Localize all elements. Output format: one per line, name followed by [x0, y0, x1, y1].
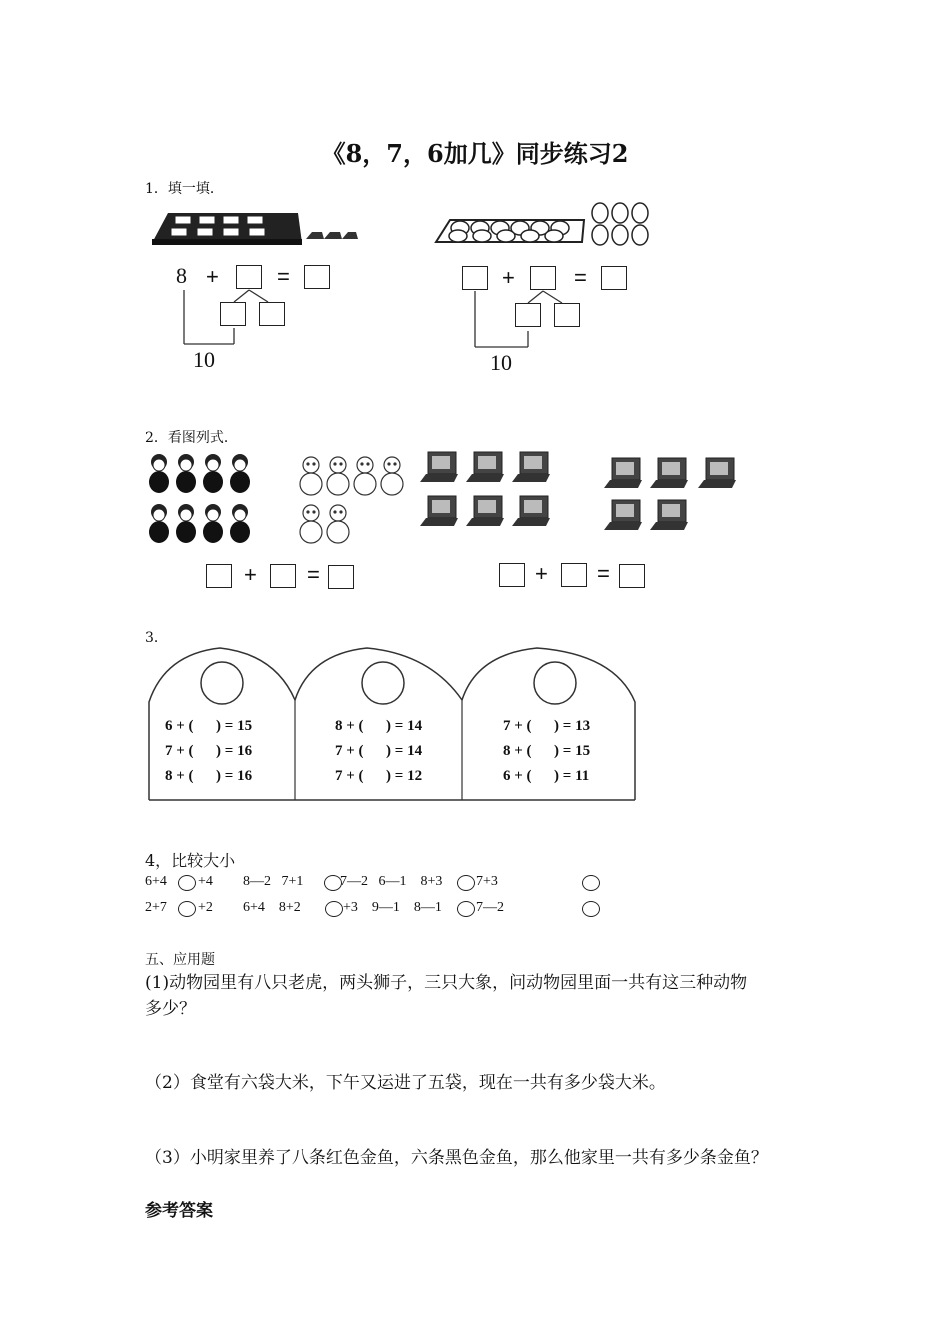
- computers-left-image: [418, 450, 558, 532]
- q1-left-ten: 10: [193, 347, 215, 372]
- house-2-circle: [362, 662, 404, 704]
- q4-row1-c: 8—2 7+1: [243, 874, 304, 889]
- q4-row2-c: 6+4 8+2: [243, 900, 301, 915]
- q5-problem-2: （2）食堂有六袋大米，下午又运进了五袋，现在一共有多少袋大米。: [145, 1073, 666, 1093]
- q4-row2-circle-2[interactable]: [325, 901, 343, 917]
- q1-right-equals: =: [574, 265, 587, 290]
- q2-right-plus: +: [535, 561, 548, 586]
- q2-left-box-2[interactable]: [270, 564, 296, 588]
- egg-tray-image: [434, 202, 664, 250]
- q1-right-addend-box[interactable]: [530, 266, 556, 290]
- q3-heading: 3．: [145, 630, 168, 646]
- q2-left-box-1[interactable]: [206, 564, 232, 588]
- q4-row1-a: 6+4: [145, 874, 167, 889]
- chocolate-tray-image: [148, 205, 358, 247]
- q4-row2-circle-4[interactable]: [582, 901, 600, 917]
- page-title: 《8，7，6加几》同步练习2: [321, 139, 629, 168]
- computers-right-image: [602, 456, 742, 536]
- q3-house3-row2: 8 + ( ) = 15: [503, 743, 591, 759]
- q4-row1-circle-1[interactable]: [178, 875, 196, 891]
- q4-heading: 4，比较大小: [145, 851, 236, 870]
- q2-left-equals: =: [307, 562, 320, 587]
- q2-left-answer-box[interactable]: [328, 565, 354, 589]
- q2-left-plus: +: [244, 562, 257, 587]
- q2-right-box-2[interactable]: [561, 563, 587, 587]
- q1-right-plus: +: [502, 265, 515, 290]
- q4-row2-d: +3 9—1 8—1: [343, 900, 442, 915]
- q1-left-answer-box[interactable]: [304, 265, 330, 289]
- house-1-circle: [201, 662, 243, 704]
- q1-left-connector-lines: [180, 288, 290, 348]
- q1-left-first-number: 8: [176, 263, 187, 288]
- q2-right-answer-box[interactable]: [619, 564, 645, 588]
- q5-heading: 五、应用题: [145, 952, 215, 968]
- q4-row1-circle-4[interactable]: [582, 875, 600, 891]
- q2-right-equals: =: [597, 561, 610, 586]
- q3-house1-row3: 8 + ( ) = 16: [165, 768, 253, 784]
- q4-row2-circle-1[interactable]: [178, 901, 196, 917]
- q1-right-answer-box[interactable]: [601, 266, 627, 290]
- q4-row1-circle-3[interactable]: [457, 875, 475, 891]
- q1-left-equals: =: [277, 264, 290, 289]
- q1-left-plus: +: [206, 264, 219, 289]
- q3-house2-row1: 8 + ( ) = 14: [335, 718, 423, 734]
- q3-house3-row3: 6 + ( ) = 11: [503, 768, 590, 784]
- q3-house1-row1: 6 + ( ) = 15: [165, 718, 253, 734]
- q1-heading: 1．填一填．: [145, 181, 224, 197]
- q3-house2-row2: 7 + ( ) = 14: [335, 743, 423, 759]
- q1-right-first-box[interactable]: [462, 266, 488, 290]
- q1-right-connector-lines: [470, 289, 590, 351]
- q1-right-ten: 10: [490, 350, 512, 375]
- q3-house3-row1: 7 + ( ) = 13: [503, 718, 591, 734]
- answers-heading: 参考答案: [145, 1201, 213, 1221]
- house-3-circle: [534, 662, 576, 704]
- q4-row1-e: 7+3: [476, 874, 498, 889]
- q4-row2-e: 7—2: [476, 900, 504, 915]
- q3-house1-row2: 7 + ( ) = 16: [165, 743, 253, 759]
- q4-row1-d: 7—2 6—1 8+3: [340, 874, 443, 889]
- q4-row2-b: +2: [198, 900, 213, 915]
- dolls-image: [146, 452, 260, 548]
- q3-house2-row3: 7 + ( ) = 12: [335, 768, 423, 784]
- q2-heading: 2．看图列式．: [145, 430, 238, 446]
- snowmen-image: [298, 456, 404, 546]
- q2-right-box-1[interactable]: [499, 563, 525, 587]
- q1-left-addend-box[interactable]: [236, 265, 262, 289]
- q5-problem-1-line-2: 多少？: [145, 999, 196, 1019]
- q5-problem-3: （3）小明家里养了八条红色金鱼，六条黑色金鱼，那么他家里一共有多少条金鱼？: [145, 1148, 768, 1168]
- q4-row2-a: 2+7: [145, 900, 167, 915]
- q5-problem-1-line-1: (1)动物园里有八只老虎，两头狮子，三只大象，问动物园里面一共有这三种动物: [145, 973, 748, 993]
- q4-row1-b: +4: [198, 874, 213, 889]
- q4-row2-circle-3[interactable]: [457, 901, 475, 917]
